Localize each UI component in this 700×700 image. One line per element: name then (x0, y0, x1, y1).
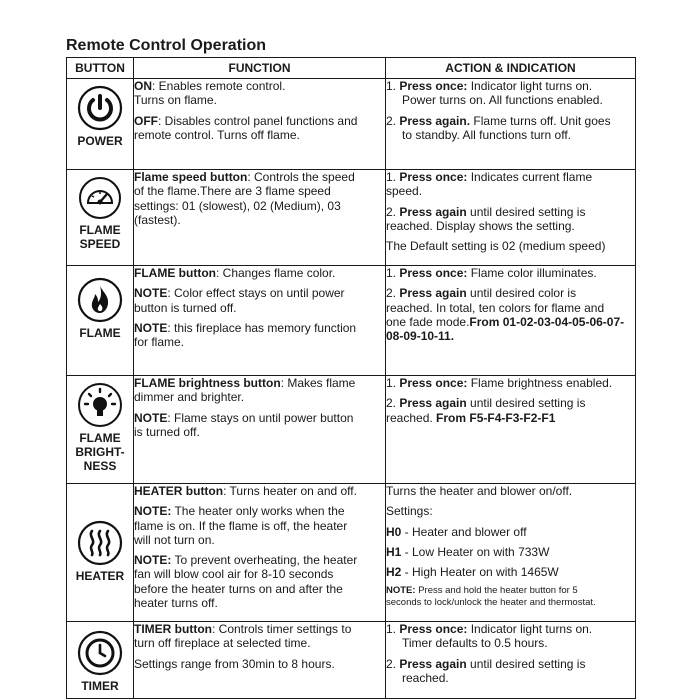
item-line: of the flame.There are 3 flame speed (134, 184, 331, 199)
function-text (134, 504, 385, 547)
function-text (134, 170, 385, 227)
function-text (134, 411, 385, 440)
bold-term: FLAME brightness button (134, 376, 281, 390)
bold-term: ON (134, 79, 152, 93)
item-text: - Heater and blower off (401, 524, 527, 539)
function-text (134, 622, 385, 651)
button-label: HEATER (75, 569, 125, 584)
item-number: 2. (386, 286, 400, 301)
speedometer-icon (67, 176, 133, 223)
bold-term: Press again. (399, 113, 471, 128)
item-text: - Low Heater on with 733W (401, 544, 550, 559)
function-cell (134, 79, 386, 170)
action-text (386, 525, 635, 539)
function-text (134, 657, 385, 671)
bold-term: Press again (399, 396, 467, 411)
page-title: Remote Control Operation (66, 37, 267, 54)
function-text (134, 266, 385, 280)
function-text (134, 553, 385, 610)
button-label: SPEED (79, 237, 121, 252)
button-label: FLAME (79, 326, 121, 341)
item-text: : Color effect stays on until power (167, 286, 345, 301)
item-line: flame is on. If the flame is off, the heater (134, 518, 348, 533)
item-text: : Controls timer settings to (211, 622, 352, 636)
item-text: : Changes flame color. (215, 266, 336, 280)
item-line: speed. (386, 184, 423, 199)
button-cell (67, 266, 134, 376)
item-text: Flame turns off. Unit goes (470, 113, 611, 128)
item-line: is turned off. (134, 424, 200, 439)
bold-term: NOTE: (386, 585, 416, 597)
action-text (386, 396, 635, 425)
table-row (67, 622, 636, 699)
action-cell (386, 376, 636, 484)
clock-icon (67, 630, 133, 679)
bold-term: TIMER button (134, 622, 212, 636)
item-text: The Default setting is 02 (medium speed) (386, 239, 606, 254)
bold-term: H0 (386, 524, 402, 539)
table-row (67, 79, 636, 170)
button-cell (67, 622, 134, 699)
item-text: until desired color is (466, 286, 577, 301)
item-line: Turns on flame. (134, 93, 217, 108)
item-text: Indicator light turns on. (467, 622, 593, 636)
item-text: To prevent overheating, the heater (171, 553, 358, 568)
header-function: FUNCTION (134, 58, 386, 79)
function-text (134, 114, 385, 143)
item-text: Settings range from 30min to 8 hours. (134, 656, 335, 671)
button-label: POWER (77, 134, 123, 149)
bold-term: Press again (399, 656, 467, 671)
bold-term: H2 (386, 565, 402, 580)
button-label: TIMER (81, 679, 119, 694)
item-text: Press and hold the heater button for 5 (415, 585, 578, 597)
item-text: Flame color illuminates. (467, 266, 597, 280)
bold-term: OFF (134, 113, 158, 128)
bold-term: NOTE: (134, 504, 172, 519)
bold-term: Press once: (399, 376, 468, 390)
button-label: FLAME (79, 431, 121, 446)
function-text (134, 286, 385, 315)
item-text: : Turns heater on and off. (223, 484, 357, 498)
item-line: before the heater turns on and after the (134, 581, 343, 596)
button-cell (67, 170, 134, 266)
item-line: settings: 01 (slowest), 02 (Medium), 03 (134, 198, 341, 213)
bold-range: From F5-F4-F3-F2-F1 (436, 410, 556, 425)
item-indent-line: reached. (402, 670, 449, 685)
power-icon (67, 85, 133, 134)
bold-term: Press once: (399, 266, 468, 280)
action-text (386, 565, 635, 579)
bulb-icon (67, 382, 133, 431)
table-row (67, 484, 636, 622)
bold-term: FLAME button (134, 266, 216, 280)
action-cell (386, 484, 636, 622)
action-cell (386, 266, 636, 376)
function-text (134, 376, 385, 405)
button-label: NESS (83, 459, 117, 474)
action-text (386, 79, 635, 108)
item-text: until desired setting is (466, 396, 586, 411)
item-text: : Controls the speed (247, 170, 355, 184)
table-header-row (67, 58, 636, 79)
button-label: BRIGHT- (75, 445, 125, 460)
header-button: BUTTON (67, 58, 134, 79)
item-text: : Enables remote control. (152, 79, 286, 93)
bold-term: H1 (386, 544, 402, 559)
bold-term: Press again (399, 204, 467, 219)
item-number: 2. (386, 396, 400, 411)
item-indent-line: to standby. All functions turn off. (402, 127, 571, 142)
bold-term: Press once: (399, 170, 468, 184)
heater-icon (67, 520, 133, 569)
item-line: fan will blow cool air for 8-10 seconds (134, 567, 334, 582)
header-action: ACTION & INDICATION (386, 58, 636, 79)
table-row (67, 170, 636, 266)
function-cell (134, 170, 386, 266)
action-text (386, 205, 635, 234)
item-number: 1. (386, 622, 400, 636)
item-line: reached. In total, ten colors for flame and (386, 300, 605, 315)
item-indent-line: Power turns on. All functions enabled. (402, 93, 603, 108)
item-text: Indicates current flame (467, 170, 593, 184)
action-cell (386, 622, 636, 699)
item-line: one fade mode. (386, 314, 470, 329)
action-text (386, 545, 635, 559)
action-text (386, 376, 635, 390)
button-label: FLAME (79, 223, 121, 238)
item-number: 1. (386, 266, 400, 280)
table-row (67, 376, 636, 484)
item-text: until desired setting is (466, 204, 586, 219)
item-text: Flame brightness enabled. (467, 376, 613, 390)
bold-term: NOTE: (134, 553, 172, 568)
bold-term: Press once: (399, 79, 468, 93)
action-text (386, 585, 635, 609)
function-text (134, 321, 385, 350)
remote-control-table (66, 57, 636, 699)
item-line: (fastest). (134, 212, 181, 227)
item-line: reached. (386, 410, 437, 425)
item-line: will not turn on. (134, 532, 215, 547)
button-cell (67, 79, 134, 170)
action-text (386, 266, 635, 280)
item-text: : Flame stays on until power button (167, 410, 354, 425)
item-number: 2. (386, 113, 400, 128)
action-text (386, 622, 635, 651)
function-text (134, 79, 385, 108)
item-line: dimmer and brighter. (134, 390, 245, 405)
bold-term: Flame speed button (134, 170, 248, 184)
button-cell (67, 376, 134, 484)
action-text (386, 504, 635, 518)
item-line: seconds to lock/unlock the heater and thermostat. (386, 597, 596, 609)
item-number: 1. (386, 170, 400, 184)
item-line: heater turns off. (134, 596, 218, 611)
function-cell (134, 376, 386, 484)
function-cell (134, 622, 386, 699)
item-text: The heater only works when the (171, 504, 345, 519)
bold-range: From 01-02-03-04-05-06-07-08-09-10-11. (386, 314, 625, 344)
flame-icon (67, 277, 133, 326)
item-text: Turns the heater and blower on/off. (386, 484, 573, 498)
bold-term: Press once: (399, 622, 468, 636)
action-text (386, 114, 635, 143)
table-row (67, 266, 636, 376)
item-line: turn off fireplace at selected time. (134, 636, 311, 651)
item-text: Indicator light turns on. (467, 79, 593, 93)
action-text (386, 657, 635, 686)
bold-term: NOTE (134, 286, 168, 301)
function-text (134, 484, 385, 498)
action-text (386, 239, 635, 253)
item-number: 1. (386, 376, 400, 390)
item-number: 2. (386, 656, 400, 671)
item-line: remote control. Turns off flame. (134, 127, 300, 142)
action-text (386, 286, 635, 343)
bold-term: NOTE (134, 410, 168, 425)
button-cell (67, 484, 134, 622)
item-text: : Disables control panel functions and (158, 113, 358, 128)
item-text: Settings: (386, 504, 433, 519)
item-text: : Makes flame (280, 376, 356, 390)
item-number: 1. (386, 79, 400, 93)
bold-term: HEATER button (134, 484, 224, 498)
item-line: button is turned off. (134, 300, 237, 315)
item-text: : this fireplace has memory function (167, 320, 357, 335)
function-cell (134, 266, 386, 376)
item-text: - High Heater on with 1465W (401, 565, 559, 580)
action-text (386, 484, 635, 498)
function-cell (134, 484, 386, 622)
action-text (386, 170, 635, 199)
item-text: until desired setting is (466, 656, 586, 671)
item-line: reached. Display shows the setting. (386, 218, 575, 233)
item-line: for flame. (134, 335, 185, 350)
action-cell (386, 79, 636, 170)
item-number: 2. (386, 204, 400, 219)
item-indent-line: Timer defaults to 0.5 hours. (402, 636, 548, 651)
bold-term: Press again (399, 286, 467, 301)
bold-term: NOTE (134, 320, 168, 335)
action-cell (386, 170, 636, 266)
